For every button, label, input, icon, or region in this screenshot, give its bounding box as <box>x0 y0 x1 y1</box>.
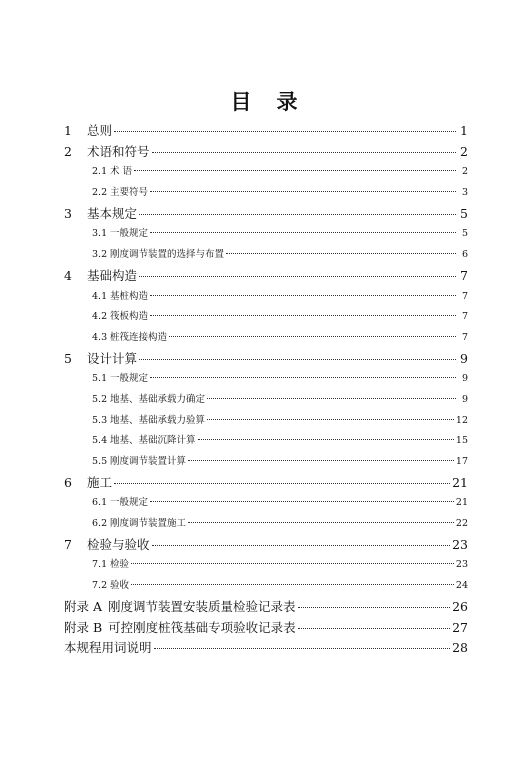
toc-entry[interactable] <box>64 535 468 556</box>
toc-entry-title: 基本规定 <box>87 205 138 221</box>
toc-entry[interactable] <box>64 204 468 225</box>
toc-entry-title: 施工 <box>87 474 113 490</box>
toc-entry-title: 基础构造 <box>87 267 138 283</box>
toc-entry-page: 21 <box>455 497 468 509</box>
table-of-contents <box>64 121 468 659</box>
toc-entry-title: 检验 <box>110 559 130 571</box>
toc-entry-page: 9 <box>461 373 468 385</box>
toc-entry-page: 28 <box>452 640 468 656</box>
toc-entry-page: 9 <box>461 393 468 405</box>
toc-entry-title: 地基、基础承载力确定 <box>110 393 206 405</box>
toc-entry-number: 2.2 <box>92 187 108 199</box>
toc-entry-title: 桩筏连接构造 <box>110 331 168 343</box>
toc-entry-page: 7 <box>460 267 468 283</box>
toc-entry[interactable] <box>64 431 468 452</box>
toc-entry[interactable] <box>64 493 468 514</box>
toc-dot-leader <box>169 336 456 337</box>
toc-entry-title: 筏板构造 <box>110 311 149 323</box>
toc-dot-leader <box>139 359 456 360</box>
toc-entry[interactable] <box>64 349 468 370</box>
toc-entry-number: 2 <box>64 143 72 159</box>
toc-dot-leader <box>150 377 456 378</box>
toc-entry[interactable] <box>64 514 468 535</box>
toc-dot-leader <box>154 648 451 649</box>
toc-entry-page: 9 <box>460 350 468 366</box>
toc-entry-page: 5 <box>461 228 468 240</box>
toc-entry-title: 主要符号 <box>110 187 149 199</box>
toc-entry[interactable] <box>64 266 468 287</box>
toc-entry-title: 设计计算 <box>87 350 138 366</box>
toc-entry-title: 本规程用词说明 <box>64 640 152 656</box>
toc-entry-number: 5.5 <box>92 456 108 467</box>
toc-entry-number: 7.1 <box>92 559 108 571</box>
toc-dot-leader <box>139 276 456 277</box>
toc-entry-number: 5.2 <box>92 393 108 405</box>
toc-entry-page: 7 <box>461 331 468 343</box>
toc-entry-number: 6 <box>64 474 72 490</box>
toc-entry-number: 5.3 <box>92 414 108 426</box>
toc-entry-number: 7 <box>64 536 72 552</box>
toc-entry-title: 刚度调节装置安装质量检验记录表 <box>108 598 296 614</box>
toc-entry-number: 附录 A <box>64 598 103 614</box>
toc-entry-page: 7 <box>461 290 468 302</box>
toc-dot-leader <box>152 545 451 546</box>
toc-entry-page: 7 <box>461 311 468 323</box>
toc-entry-number: 1 <box>64 123 72 138</box>
toc-entry-title: 地基、基础沉降计算 <box>110 435 196 447</box>
toc-entry-title: 一般规定 <box>110 373 149 385</box>
toc-entry-page: 6 <box>461 249 468 261</box>
toc-entry-page: 5 <box>460 205 468 221</box>
toc-entry-title: 刚度调节装置计算 <box>110 456 187 467</box>
toc-entry[interactable] <box>64 183 468 204</box>
toc-dot-leader <box>150 191 456 192</box>
toc-entry-page: 2 <box>460 143 468 159</box>
toc-entry-number: 7.2 <box>92 580 108 592</box>
toc-entry[interactable] <box>64 224 468 245</box>
toc-entry-page: 22 <box>455 518 468 530</box>
toc-entry-title: 一般规定 <box>110 497 149 509</box>
toc-dot-leader <box>188 460 454 461</box>
toc-entry-number: 6.2 <box>92 518 108 530</box>
toc-entry-page: 2 <box>461 166 468 178</box>
toc-entry-title: 基桩构造 <box>110 290 149 302</box>
toc-entry-page: 1 <box>460 123 468 138</box>
toc-dot-leader <box>298 607 451 608</box>
toc-dot-leader <box>131 584 454 585</box>
toc-entry-page: 26 <box>452 598 468 614</box>
toc-entry-page: 15 <box>455 435 468 447</box>
toc-dot-leader <box>150 501 454 502</box>
toc-entry-number: 5.1 <box>92 373 108 385</box>
toc-entry-number: 4.1 <box>92 290 108 302</box>
toc-entry-title: 可控刚度桩筏基础专项验收记录表 <box>108 619 296 635</box>
toc-entry-title: 地基、基础承载力验算 <box>110 414 206 426</box>
toc-dot-leader <box>298 628 450 629</box>
toc-entry-title: 一般规定 <box>110 228 149 240</box>
toc-entry-number: 4.2 <box>92 311 108 323</box>
toc-entry[interactable] <box>64 473 468 494</box>
toc-entry-number: 3.1 <box>92 228 108 240</box>
page-title: 目 录 <box>230 89 300 114</box>
toc-entry[interactable] <box>64 597 468 618</box>
toc-dot-leader <box>207 398 456 399</box>
toc-entry-page: 17 <box>455 456 468 467</box>
toc-entry-page: 23 <box>455 559 468 571</box>
toc-entry-title: 检验与验收 <box>87 536 150 552</box>
toc-dot-leader <box>114 131 456 132</box>
toc-entry[interactable] <box>64 328 468 349</box>
toc-entry[interactable] <box>64 452 468 473</box>
toc-entry[interactable] <box>64 369 468 390</box>
toc-entry[interactable] <box>64 638 468 659</box>
toc-entry-title: 验收 <box>110 580 130 592</box>
toc-dot-leader <box>150 295 456 296</box>
toc-entry[interactable] <box>64 307 468 328</box>
toc-entry-title: 术 语 <box>110 166 133 178</box>
toc-entry[interactable] <box>64 162 468 183</box>
toc-dot-leader <box>188 522 454 523</box>
toc-entry-page: 3 <box>461 187 468 199</box>
toc-entry[interactable] <box>64 142 468 163</box>
toc-dot-leader <box>139 214 456 215</box>
toc-dot-leader <box>114 483 450 484</box>
toc-entry-number: 3 <box>64 205 72 221</box>
toc-entry-title: 术语和符号 <box>87 143 150 159</box>
toc-entry[interactable] <box>64 576 468 597</box>
toc-dot-leader <box>152 152 456 153</box>
toc-entry[interactable] <box>64 618 468 639</box>
toc-entry-page: 27 <box>452 619 468 635</box>
toc-entry-page: 24 <box>455 580 468 592</box>
toc-entry-number: 5.4 <box>92 435 108 447</box>
toc-entry[interactable] <box>64 555 468 576</box>
toc-entry-page: 12 <box>455 414 468 426</box>
toc-entry-title: 刚度调节装置施工 <box>110 518 187 530</box>
toc-entry-number: 附录 B <box>64 619 103 635</box>
toc-entry-number: 5 <box>64 350 72 366</box>
toc-entry-number: 4 <box>64 267 72 283</box>
toc-entry[interactable] <box>64 287 468 308</box>
toc-dot-leader <box>226 253 456 254</box>
toc-dot-leader <box>198 439 454 440</box>
toc-entry-page: 23 <box>452 536 468 552</box>
toc-entry[interactable] <box>64 390 468 411</box>
toc-entry-number: 6.1 <box>92 497 108 509</box>
toc-entry[interactable] <box>64 411 468 432</box>
toc-entry-title: 刚度调节装置的选择与布置 <box>110 249 225 261</box>
toc-entry-page: 21 <box>452 474 468 490</box>
toc-entry[interactable] <box>64 245 468 266</box>
toc-dot-leader <box>150 315 456 316</box>
toc-dot-leader <box>131 563 454 564</box>
toc-entry-title: 总则 <box>87 123 113 138</box>
toc-entry-number: 4.3 <box>92 331 108 343</box>
toc-entry[interactable] <box>64 121 468 142</box>
toc-dot-leader <box>207 419 454 420</box>
toc-entry-number: 3.2 <box>92 249 108 261</box>
toc-entry-number: 2.1 <box>92 166 108 178</box>
toc-dot-leader <box>150 232 456 233</box>
toc-dot-leader <box>134 170 456 171</box>
